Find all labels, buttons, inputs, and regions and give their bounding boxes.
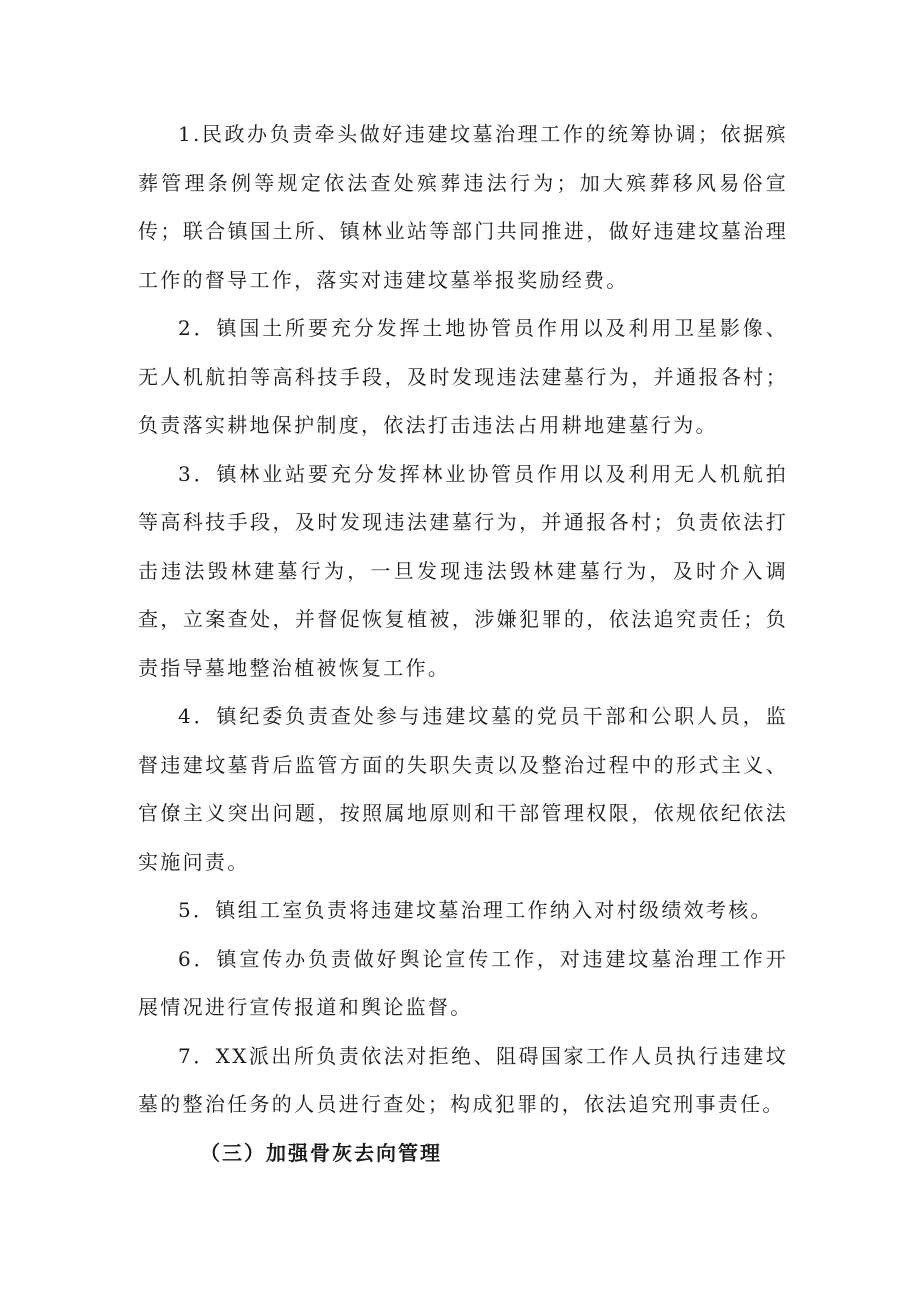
section-heading: （三）加强骨灰去向管理 bbox=[200, 1140, 442, 1165]
paragraph-7: 7．XX派出所负责依法对拒绝、阻碍国家工作人员执行违建坟墓的整治任务的人员进行查处；构成犯罪的，依法追究刑事责任。 bbox=[138, 1043, 788, 1116]
paragraph-1: 1.民政办负责牵头做好违建坟墓治理工作的统筹协调；依据殡葬管理条例等规定依法查处殡葬违法行为；加大殡葬移风易俗宣传；联合镇国土所、镇林业站等部门共同推进，做好违建坟墓治理工作的督导工作，落实对违建坟墓举报奖励经费。 bbox=[138, 122, 788, 292]
paragraph-4: 4．镇纪委负责查处参与违建坟墓的党员干部和公职人员，监督违建坟墓背后监管方面的失职失责以及整治过程中的形式主义、官僚主义突出问题，按照属地原则和干部管理权限，依规依纪依法实施问责。 bbox=[138, 704, 788, 874]
paragraph-2: 2．镇国土所要充分发挥土地协管员作用以及利用卫星影像、无人机航拍等高科技手段，及时发现违法建墓行为，并通报各村；负责落实耕地保护制度，依法打击违法占用耕地建墓行为。 bbox=[138, 316, 788, 437]
paragraph-3: 3．镇林业站要充分发挥林业协管员作用以及利用无人机航拍等高科技手段，及时发现违法建墓行为，并通报各村；负责依法打击违法毁林建墓行为，一旦发现违法毁林建墓行为，及时介入调查，立案查处，并督促恢复植被，涉嫌犯罪的，依法追究责任；负责指导墓地整治植被恢复工作。 bbox=[138, 461, 788, 680]
paragraph-5: 5．镇组工室负责将违建坟墓治理工作纳入对村级绩效考核。 bbox=[178, 898, 773, 922]
document-body bbox=[138, 110, 788, 1177]
paragraph-6: 6．镇宣传办负责做好舆论宣传工作，对违建坟墓治理工作开展情况进行宣传报道和舆论监督。 bbox=[138, 946, 788, 1019]
